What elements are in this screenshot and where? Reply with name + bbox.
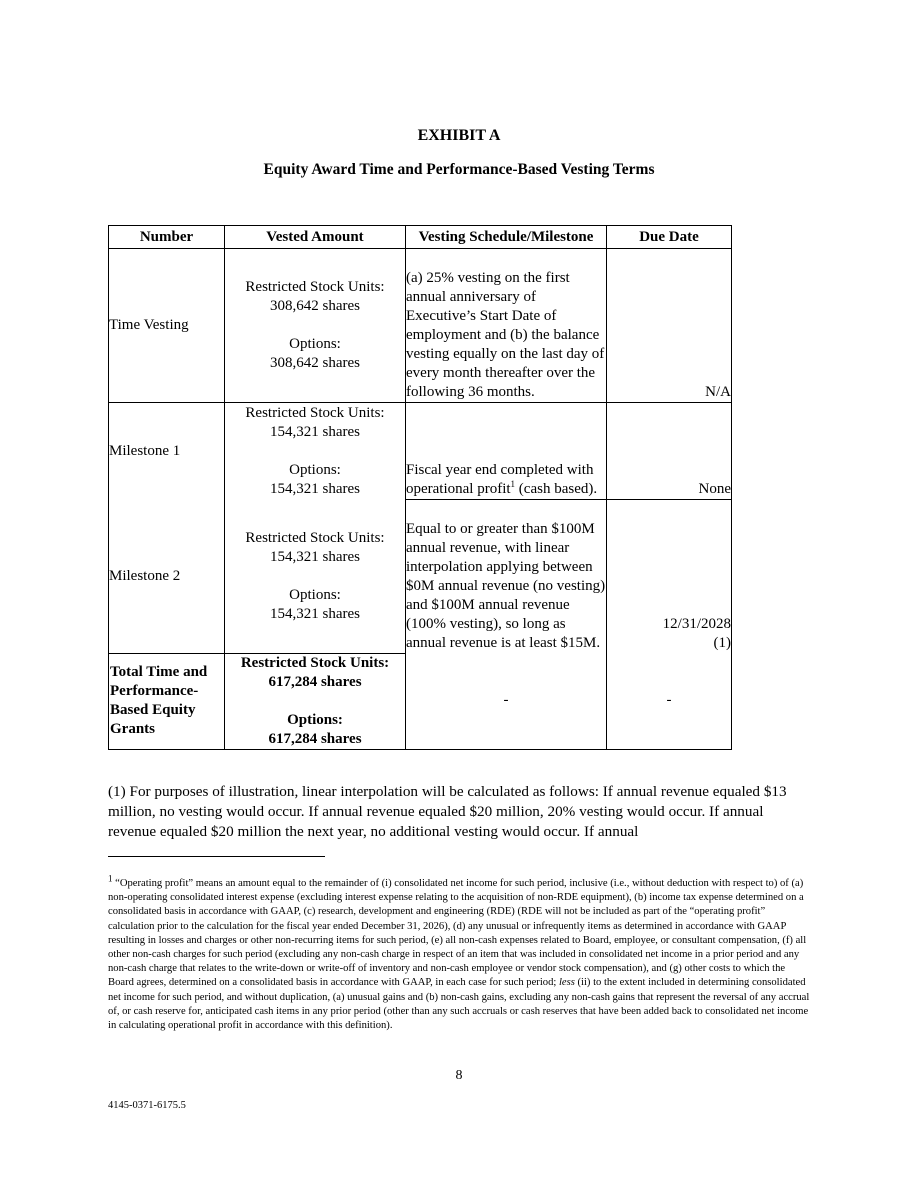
header-vested-amount: Vested Amount	[225, 226, 406, 249]
cell-vested-amount	[225, 249, 406, 403]
footnote-ref: 1	[510, 479, 516, 489]
table-row-time-vesting	[109, 249, 732, 403]
cell-schedule: Equal to or greater than $100M annual revenue, with linear interpolation applying between $0M annual revenue (no vesting) and $100M annual revenue (100% vesting), so long as annual revenue is at least $15M.	[406, 500, 607, 654]
cell-due-date: None	[607, 403, 732, 500]
page-number: 8	[455, 1068, 463, 1083]
table-row-milestone-1	[109, 403, 732, 500]
cell-vested-amount	[225, 653, 406, 749]
footnote-less: less	[558, 977, 575, 989]
cell-due-date: -	[607, 653, 732, 749]
cell-schedule: -	[406, 653, 607, 749]
footnote-text-1: “Operating profit” means an amount equal to the remainder of (i) consolidated net income for such period, inclusive (i.e., without deduction with respect to) of (a) non-operating consolidated interest expense (excluding interest expense relating to the acquisition of non-RDE equipment), (b) income tax expense determined on a consolidated basis in accordance with GAAP, (c) research, development and engineering (RDE) (RDE will not be included as part of the “operating profit” calculation prior to the calculation for the fiscal year ended December 31, 2026), (d) any unusual or infrequently items as determined in accordance with GAAP resulting in losses and charges or other non-recurring items for such period, (e) all non-cash expenses related to Board, employee, or consultant compensation, (f) all other non-cash charges for such period (excluding any non-cash charge in respect of an item that was included in consolidated net income in a prior period and any non-cash charge that relates to the write-down or write-off of inventory and non-cash employee or vendor stock compensation), and (g) other costs to which the Board agrees, determined on a consolidated basis in accordance with GAAP, in each case for such period;	[108, 878, 807, 989]
options-shares: 308,642 shares	[270, 355, 360, 371]
due-date-note: (1)	[713, 635, 731, 651]
rsu-label: Restricted Stock Units:	[245, 404, 385, 421]
total-label: Total Time and Performance-Based Equity Grants	[110, 664, 208, 737]
cell-number: Milestone 1	[109, 403, 225, 500]
cell-number	[109, 653, 225, 749]
options-label: Options:	[289, 586, 341, 603]
rsu-label: Restricted Stock Units:	[245, 279, 385, 295]
options-shares: 154,321 shares	[270, 605, 360, 622]
schedule-text: Fiscal year end completed with operational profit	[406, 462, 594, 497]
exhibit-title: EXHIBIT A	[417, 127, 501, 144]
due-date-value: 12/31/2028	[662, 616, 731, 632]
illustration-note: (1) For purposes of illustration, linear interpolation will be calculated as follows: If annual revenue equaled $13 million, no vesting would occur. If annual revenue equaled $20 million, 20% vesting would occur. If annual revenue equaled $20 million the next year, no additional vesting would occur. If annual	[108, 783, 787, 840]
table-row-milestone-2	[109, 500, 732, 654]
cell-number: Time Vesting	[109, 249, 225, 403]
footnote-operating-profit	[108, 873, 813, 1033]
footnote-marker: 1	[108, 873, 113, 884]
vesting-terms-table	[108, 225, 732, 750]
rsu-shares: 154,321 shares	[270, 423, 360, 440]
header-number: Number	[109, 226, 225, 249]
cell-number: Milestone 2	[109, 500, 225, 654]
cell-due-date	[607, 500, 732, 654]
rsu-shares: 154,321 shares	[270, 548, 360, 565]
table-header-row	[109, 226, 732, 249]
exhibit-subtitle: Equity Award Time and Performance-Based Vesting Terms	[263, 161, 655, 178]
header-vesting-schedule: Vesting Schedule/Milestone	[406, 226, 607, 249]
rsu-label: Restricted Stock Units:	[240, 654, 390, 671]
header-due-date: Due Date	[607, 226, 732, 249]
cell-schedule	[406, 403, 607, 500]
cell-schedule: (a) 25% vesting on the first annual anniversary of Executive’s Start Date of employment and (b) the balance vesting equally on the last day of every month thereafter over the following 36 months.	[406, 249, 607, 403]
footnote-text-2: (ii) to the extent included in determining consolidated net income for such period, and without duplication, (a) unusual gains and (b) non-cash gains, excluding any non-cash gains that represent the reversal of any accrual of, or cash reserve for, anticipated cash items in any prior period (other than any such accruals or cash reserves that have been added back to consolidated net income in calculating operational profit in accordance with this definition).	[108, 977, 810, 1032]
schedule-text-end: (cash based).	[515, 481, 598, 497]
footnote-separator	[108, 856, 325, 857]
cell-vested-amount	[225, 500, 406, 654]
options-label: Options:	[289, 336, 341, 352]
options-label: Options:	[289, 461, 341, 478]
table-row-total	[109, 653, 732, 749]
document-id: 4145-0371-6175.5	[108, 1100, 186, 1111]
cell-vested-amount	[225, 403, 406, 500]
cell-due-date: N/A	[607, 249, 732, 403]
rsu-label: Restricted Stock Units:	[245, 529, 385, 546]
options-shares: 154,321 shares	[270, 480, 360, 497]
rsu-shares: 617,284 shares	[268, 673, 362, 690]
options-label: Options:	[287, 711, 343, 728]
options-shares: 617,284 shares	[268, 730, 362, 747]
rsu-shares: 308,642 shares	[270, 298, 360, 314]
